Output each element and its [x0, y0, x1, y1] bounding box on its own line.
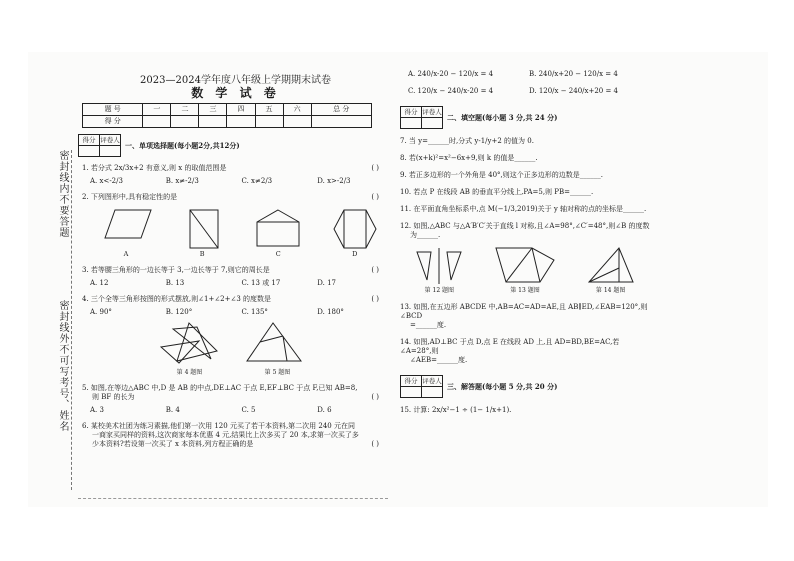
option-b: B. 240/x+20 − 120/x = 4: [529, 70, 618, 78]
question-4: [82, 295, 393, 304]
score-cell[interactable]: [199, 116, 227, 128]
option-a: A. 12: [90, 279, 109, 287]
q6-options-row2: [408, 87, 650, 96]
q12-q14-figures: [400, 246, 650, 295]
score-header-cell: 五: [255, 104, 283, 116]
page-fold-line: [78, 498, 388, 499]
answer-bracket[interactable]: ( ): [371, 393, 379, 401]
symmetric-triangles-figure: [413, 246, 465, 286]
answer-bracket[interactable]: ( ): [371, 295, 379, 303]
option-d: D. 17: [317, 279, 336, 287]
option-b: B. 13: [165, 279, 185, 287]
score-cell[interactable]: [283, 116, 311, 128]
score-cell[interactable]: [255, 116, 283, 128]
section3-header: [400, 375, 650, 398]
hexagon-figure: [332, 208, 378, 250]
section1-title: 一、单项选择题(每小题2分,共12分): [125, 141, 240, 150]
score-cell[interactable]: [311, 116, 371, 128]
option-b: B. 120°: [165, 308, 193, 316]
question-3: [82, 266, 393, 275]
score-table: [82, 103, 372, 128]
q4-q5-figures: [78, 321, 393, 377]
exam-subject: 数 学 试 卷: [191, 86, 280, 100]
answer-bracket[interactable]: ( ): [371, 266, 379, 274]
figure-14: [585, 246, 637, 295]
parallelogram-figure: [103, 208, 153, 240]
figure-13: [492, 246, 558, 295]
score-header-cell: 四: [227, 104, 255, 116]
option-c: C. x≠2/3: [241, 177, 273, 185]
rectangle-diagonal-figure: [184, 208, 224, 250]
figure-label-d: D: [352, 250, 358, 258]
q2-figure-labels: [88, 250, 393, 259]
option-b: B. x≠-2/3: [165, 177, 199, 185]
answer-bracket[interactable]: ( ): [371, 193, 379, 201]
option-b: B. 4: [165, 406, 180, 414]
binding-margin-text-2: 密封线外不可写考号、姓名: [57, 300, 68, 432]
q14-text-2: ∠AEB=______度.: [410, 356, 468, 364]
question-5: [82, 384, 393, 402]
q5-text-2: 则 BF 的长为: [92, 393, 135, 401]
binding-margin-text: 密封线内不要答题: [57, 150, 68, 238]
scorer-label: 得分: [401, 107, 422, 118]
q6-text-3: 少本资料?若设第一次买了 x 本资料,列方程正确的是: [92, 440, 254, 448]
q1-text: 1. 若分式 2x/3x+2 有意义,则 x 的取值范围是: [82, 164, 227, 172]
q6-text: 6. 某校美术社团为练习素描,他们第一次用 120 元买了若干本资料,第二次用 240 元在同: [82, 422, 355, 430]
question-14: [400, 338, 650, 365]
scorer-label: 得分: [79, 135, 100, 146]
option-c: C. 135°: [241, 308, 268, 316]
q6-options-row1: [408, 70, 650, 79]
question-15: 15. 计算: 2x/x²−1 ÷ (1− 1/x+1).: [400, 406, 512, 414]
scorer-cell[interactable]: [79, 146, 100, 157]
score-header-cell: 一: [143, 104, 171, 116]
scorer-label: 得分: [401, 376, 422, 387]
q12-text-2: 为______.: [410, 231, 441, 239]
section3-title: 三、解答题(每小题 5 分,共 20 分): [447, 382, 558, 391]
figure-label-c: C: [275, 250, 281, 258]
option-c: C. 120/x − 240/x-20 = 4: [408, 87, 494, 95]
section2-header: [400, 106, 650, 129]
answer-bracket[interactable]: ( ): [371, 440, 379, 448]
q1-options: [90, 177, 393, 186]
scorer-box: [78, 134, 121, 157]
question-11: 11. 在平面直角坐标系中,点 M(−1/3,2019)关于 y 轴对称的点的坐标是______.: [400, 205, 647, 213]
figure-label-b: B: [199, 250, 205, 258]
option-c: C. 13 或 17: [241, 279, 281, 287]
option-d: D. 120/x − 240/x+20 = 4: [529, 87, 619, 95]
exam-title: 2023—2024学年度八年级上学期期末试卷: [140, 75, 331, 86]
three-triangles-figure: [159, 321, 221, 365]
q4-text: 4. 三个全等三角形按图的形式摆放,则∠1+∠2+∠3 的度数是: [82, 295, 272, 303]
q13-text-2: =______度.: [410, 321, 447, 329]
q3-options: [90, 279, 393, 288]
figure-12-caption: 第 12 题图: [424, 287, 455, 294]
scorer-cell[interactable]: [401, 118, 422, 129]
q5-text: 5. 如图,在等边△ABC 中,D 是 AB 的中点,DE⊥AC 于点 E,EF⊥BC 于点 F,已知 AB=8,: [82, 384, 358, 392]
option-d: D. x>-2/3: [317, 177, 351, 185]
right-column: [400, 68, 650, 415]
figure-4-caption: 第 4 题图: [176, 369, 203, 376]
scorer-cell[interactable]: [422, 387, 443, 398]
option-a: A. 240/x-20 − 120/x = 4: [408, 70, 494, 78]
figure-5: [243, 321, 313, 377]
q14-text: 14. 如图,AD⊥BC 于点 D,点 E 在线段 AD 上,且 AD=BD,BE=AC,若∠A=28°,则: [400, 338, 620, 355]
scorer-box: [400, 375, 443, 398]
option-d: D. 6: [317, 406, 332, 414]
scorer-label: 评卷人: [422, 107, 442, 116]
pentagon-figure: [492, 246, 558, 286]
score-header-cell: 题 号: [83, 104, 143, 116]
question-12: [400, 222, 650, 240]
figure-4: [159, 321, 221, 377]
q2-text: 2. 下列图形中,具有稳定性的是: [82, 193, 178, 201]
scorer-cell[interactable]: [401, 387, 422, 398]
answer-bracket[interactable]: ( ): [371, 164, 379, 172]
equilateral-triangle-figure: [243, 321, 313, 365]
question-8: 8. 若(x+k)²=x²−6x+9,则 k 的值是______.: [400, 154, 538, 162]
figure-14-caption: 第 14 题图: [595, 287, 626, 294]
score-header-cell: 三: [199, 104, 227, 116]
question-7: 7. 当 y=______时,分式 y-1/y+2 的值为 0.: [400, 137, 534, 145]
score-cell[interactable]: [171, 116, 199, 128]
question-1: [82, 164, 393, 173]
section1-header: [78, 134, 393, 157]
scorer-cell[interactable]: [422, 118, 443, 129]
question-9: 9. 若正多边形的一个外角是 40°,则这个正多边形的边数是______.: [400, 171, 603, 179]
section2-title: 二、填空题(每小题 3 分,共 24 分): [447, 113, 558, 122]
question-13: [400, 303, 650, 330]
score-header-cell: 六: [283, 104, 311, 116]
figure-12: [413, 246, 465, 295]
option-a: A. 90°: [90, 308, 112, 316]
question-6: [82, 422, 393, 449]
scorer-box: [400, 106, 443, 129]
score-row-label: 得 分: [83, 116, 143, 128]
q13-text: 13. 如图,在五边形 ABCDE 中,AB=AC=AD=AE,且 AB∥ED,∠EAB=120°,则∠BCD: [400, 303, 648, 320]
option-a: A. x<-2/3: [90, 177, 123, 185]
q3-text: 3. 若等腰三角形的一边长等于 3,一边长等于 7,则它的周长是: [82, 266, 270, 274]
scorer-label: 评卷人: [422, 376, 442, 385]
q5-options: [90, 406, 393, 415]
pentagon-house-figure: [255, 208, 301, 248]
option-d: D. 180°: [317, 308, 344, 316]
score-cell[interactable]: [227, 116, 255, 128]
q6-text-2: 一商家买同样的资料,这次商家每本优惠 4 元,结果比上次多买了 20 本,求第一次买了多: [92, 431, 359, 439]
option-a: A. 3: [90, 406, 104, 414]
figure-5-caption: 第 5 题图: [264, 369, 291, 376]
figure-label-a: A: [123, 250, 129, 258]
right-triangle-figure: [585, 246, 637, 286]
q12-text: 12. 如图,△ABC 与△A′B′C′关于直线 l 对称,且∠A=98°,∠C′=48°,则∠B 的度数: [400, 222, 650, 230]
scorer-label: 评卷人: [100, 135, 120, 144]
question-2: [82, 193, 393, 202]
left-column: [78, 68, 393, 449]
q4-options: [90, 308, 393, 317]
option-c: C. 5: [241, 406, 256, 414]
figure-13-caption: 第 13 题图: [510, 287, 540, 294]
score-header-cell: 总 分: [311, 104, 371, 116]
question-10: 10. 若点 P 在线段 AB 的垂直平分线上,PA=5,则 PB=______.: [400, 188, 594, 196]
binding-dashed-line: [71, 150, 73, 490]
q2-figures: [88, 208, 393, 250]
scorer-cell[interactable]: [100, 146, 121, 157]
score-cell[interactable]: [143, 116, 171, 128]
score-header-cell: 二: [171, 104, 199, 116]
